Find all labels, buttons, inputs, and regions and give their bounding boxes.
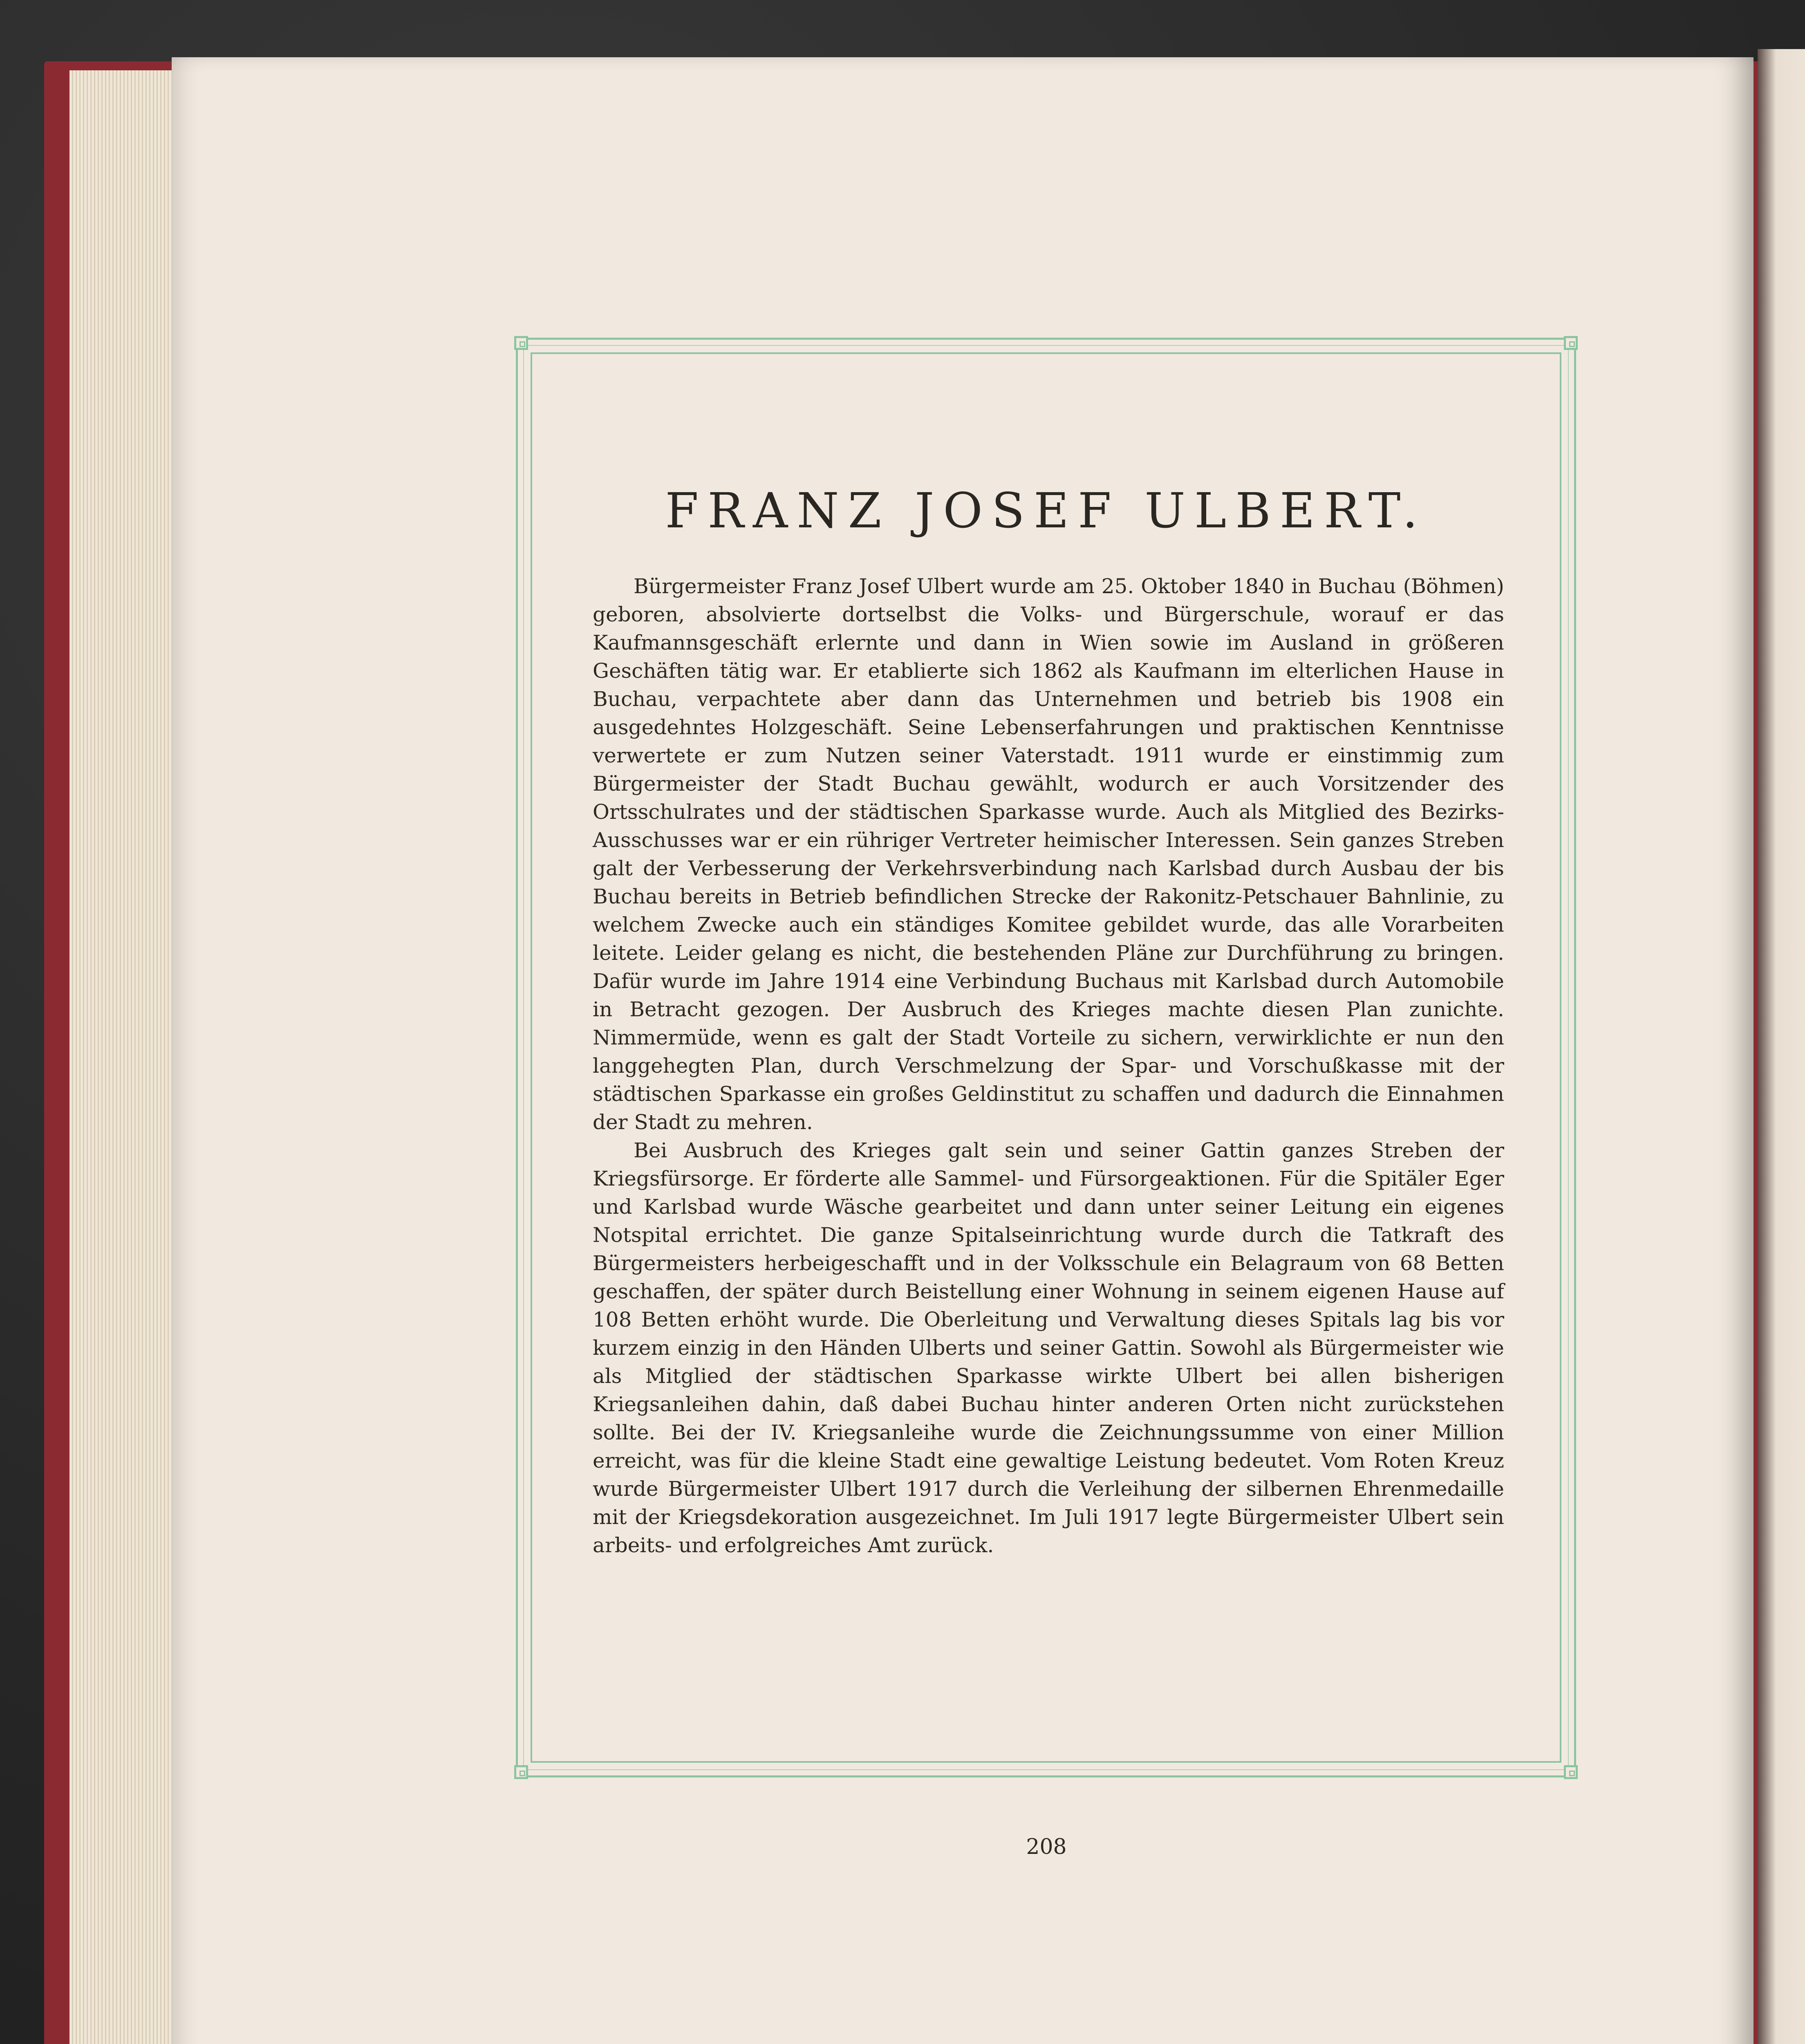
frame-corner-bottom-right xyxy=(1564,1765,1578,1779)
paragraph-2: Bei Ausbruch des Krieges galt sein und seiner Gattin ganzes Streben der Kriegsfürsorge. Er förderte alle Sammel- und Fürsorgeaktionen. Für die Spitäler Eger und Karlsbad wurde Wäsche gearbeitet und dann unter seiner Leitung ein eigenes Notspital errichtet. Die ganze Spitalseinrichtung wurde durch die Tatkraft des Bürgermeisters herbeigeschafft und in der Volksschule ein Belagraum von 68 Betten geschaffen, der später durch Beistellung einer Wohnung in seinem eigenen Hause auf 108 Betten erhöht wurde. Die Oberleitung und Verwaltung dieses Spitals lag bis vor kurzem einzig in den Händen Ulberts und seiner Gattin. Sowohl als Bürgermeister wie als Mitglied der städtischen Sparkasse wirkte Ulbert bei allen bisherigen Kriegsanleihen dahin, daß dabei Buchau hinter anderen Orten nicht zurückstehen sollte. Bei der IV. Kriegsanleihe wurde die Zeichnungssumme von einer Million erreicht, was für die kleine Stadt eine gewaltige Leistung bedeutet. Vom Roten Kreuz wurde Bürgermeister Ulbert 1917 durch die Verleihung der silbernen Ehrenmedaille mit der Kriegsdekoration ausgezeichnet. Im Juli 1917 legte Bürgermeister Ulbert sein arbeits- und erfolgreiches Amt zurück. xyxy=(593,1139,1504,1557)
frame-corner-top-left xyxy=(514,336,528,350)
paragraph-1: Bürgermeister Franz Josef Ulbert wurde am 25. Oktober 1840 in Buchau (Böhmen) geboren, absolvierte dortselbst die Volks- und Bürgerschule, worauf er das Kaufmannsgeschäft erlernte und dann in Wien sowie im Ausland in größeren Geschäften tätig war. Er etablierte sich 1862 als Kaufmann im elterlichen Hause in Buchau, verpachtete aber dann das Unternehmen und betrieb bis 1908 ein ausgedehntes Holzgeschäft. Seine Lebenserfahrungen und praktischen Kenntnisse verwertete er zum Nutzen seiner Vaterstadt. 1911 wurde er einstimmig zum Bürgermeister der Stadt Buchau gewählt, wodurch er auch Vorsitzender des Ortsschulrates und der städtischen Sparkasse wurde. Auch als Mitglied des Bezirks-Ausschusses war er ein rühriger Vertreter heimischer Interessen. Sein ganzes Streben galt der Verbesserung der Verkehrsverbindung nach Karlsbad durch Ausbau der bis Buchau bereits in Betrieb befindlichen Strecke der Rakonitz-Petschauer Bahnlinie, zu welchem Zwecke auch ein ständiges Komitee gebildet wurde, das alle Vorarbeiten leitete. Leider gelang es nicht, die bestehenden Pläne zur Durchführung zu bringen. Dafür wurde im Jahre 1914 eine Verbindung Buchaus mit Karlsbad durch Automobile in Betracht gezogen. Der Ausbruch des Krieges machte diesen Plan zunichte. Nimmermüde, wenn es galt der Stadt Vorteile zu sichern, verwirklichte er nun den langgehegten Plan, durch Verschmelzung der Spar- und Vorschußkasse mit der städtischen Sparkasse ein großes Geldinstitut zu schaffen und dadurch die Einnahmen der Stadt zu mehren. xyxy=(593,574,1504,1134)
next-page-edge xyxy=(1758,49,1805,2044)
page-edges xyxy=(69,70,176,2044)
page-title: FRANZ JOSEF ULBERT. xyxy=(665,482,1427,539)
frame-corner-top-right xyxy=(1564,336,1578,350)
frame-corner-bottom-left xyxy=(514,1765,528,1779)
biography-text xyxy=(593,572,1504,1560)
page-number: 208 xyxy=(1026,1835,1067,1859)
